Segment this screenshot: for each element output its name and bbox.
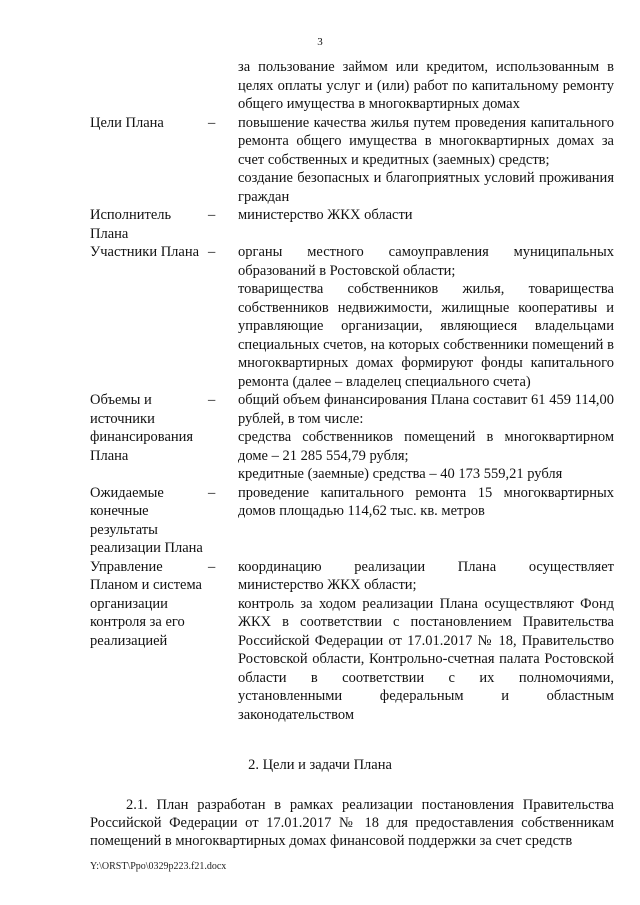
row-label: Объемы и источники финансирования Плана (90, 392, 194, 464)
row-label: Ожидаемые конечные результаты реализации Плана (90, 484, 203, 556)
value-paragraph: средства собственников помещений в многоквартирном доме – 21 285 554,79 рубля; (238, 429, 614, 464)
row-dash: – (208, 392, 216, 408)
section-heading: 2. Цели и задачи Плана (248, 757, 392, 773)
passport-row-results (90, 484, 614, 558)
body-paragraph: 2.1. План разработан в рамках реализации постановления Правительства Российской Федерации от 17.01.2017 № 18 для предоставления собственникам помещений в многоквартирных домах финансовой поддержки за счет средств (90, 797, 614, 849)
passport-row-continuation (90, 58, 614, 114)
value-paragraph: контроль за ходом реализации Плана осуществляют Фонд ЖКХ в соответствии с постановлением Правительства Российской Федерации от 17.01.2017 № 18, Правительство Ростовской области, Контрольно-счетная палата Ростовской области в соответствии с их полномочиями, установленными федеральным и областным законодательством (238, 595, 614, 723)
row-value (238, 114, 614, 207)
value-paragraph: министерство ЖКХ области (238, 207, 413, 223)
row-dash: – (208, 114, 216, 131)
row-label: Управление Планом и система организации контроля за его реализацией (90, 558, 202, 649)
value-paragraph: за пользование займом или кредитом, использованным в целях оплаты услуг и (или) работ по капитальному ремонту общего имущества в многоквартирных домах (238, 59, 614, 112)
value-paragraph: создание безопасных и благоприятных условий проживания граждан (238, 170, 614, 205)
value-paragraph: проведение капитального ремонта 15 многоквартирных домов площадью 114,62 тыс. кв. метров (238, 484, 614, 519)
row-dash (208, 58, 238, 114)
value-paragraph: общий объем финансирования Плана составит 61 459 114,00 рублей, в том числе: (238, 392, 614, 427)
row-value (238, 484, 614, 558)
file-path-footer: Y:\ORST\Ppo\0329p223.f21.docx (90, 861, 227, 872)
row-label: Участники Плана (90, 244, 200, 260)
passport-row-participants (90, 243, 614, 391)
passport-row-funding (90, 391, 614, 484)
value-paragraph: координацию реализации Плана осуществляет министерство ЖКХ области; (238, 558, 614, 593)
value-paragraph: повышение качества жилья путем проведения капитального ремонта общего имущества в многоквартирных домах за счет собственных и кредитных (заемных) средств; (238, 114, 614, 168)
page-number: 3 (317, 36, 323, 48)
passport-row-goals (90, 114, 614, 207)
row-value (238, 391, 614, 484)
value-paragraph: кредитные (заемные) средства – 40 173 559,21 рубля (238, 466, 563, 482)
passport-row-executor (90, 206, 614, 243)
row-dash: – (208, 244, 216, 260)
row-dash: – (208, 484, 216, 501)
value-paragraph: органы местного самоуправления муниципальных образований в Ростовской области; (238, 244, 614, 279)
row-label (90, 58, 208, 114)
value-paragraph: товарищества собственников жилья, товарищества собственников недвижимости, жилищные кооперативы и управляющие организации, являющиеся владельцами специальных счетов, на которых собственники помещений в многоквартирных домах формируют фонды капитального ремонта (далее – владелец специального счета) (238, 281, 614, 390)
row-label: Исполнитель Плана (90, 207, 172, 242)
row-value (238, 206, 614, 243)
row-label: Цели Плана (90, 114, 164, 131)
row-value (238, 58, 614, 114)
row-value (238, 558, 614, 725)
passport-row-management (90, 558, 614, 725)
row-dash: – (208, 207, 216, 223)
row-value (238, 243, 614, 391)
plan-passport-table (90, 58, 614, 724)
row-dash: – (208, 558, 216, 575)
